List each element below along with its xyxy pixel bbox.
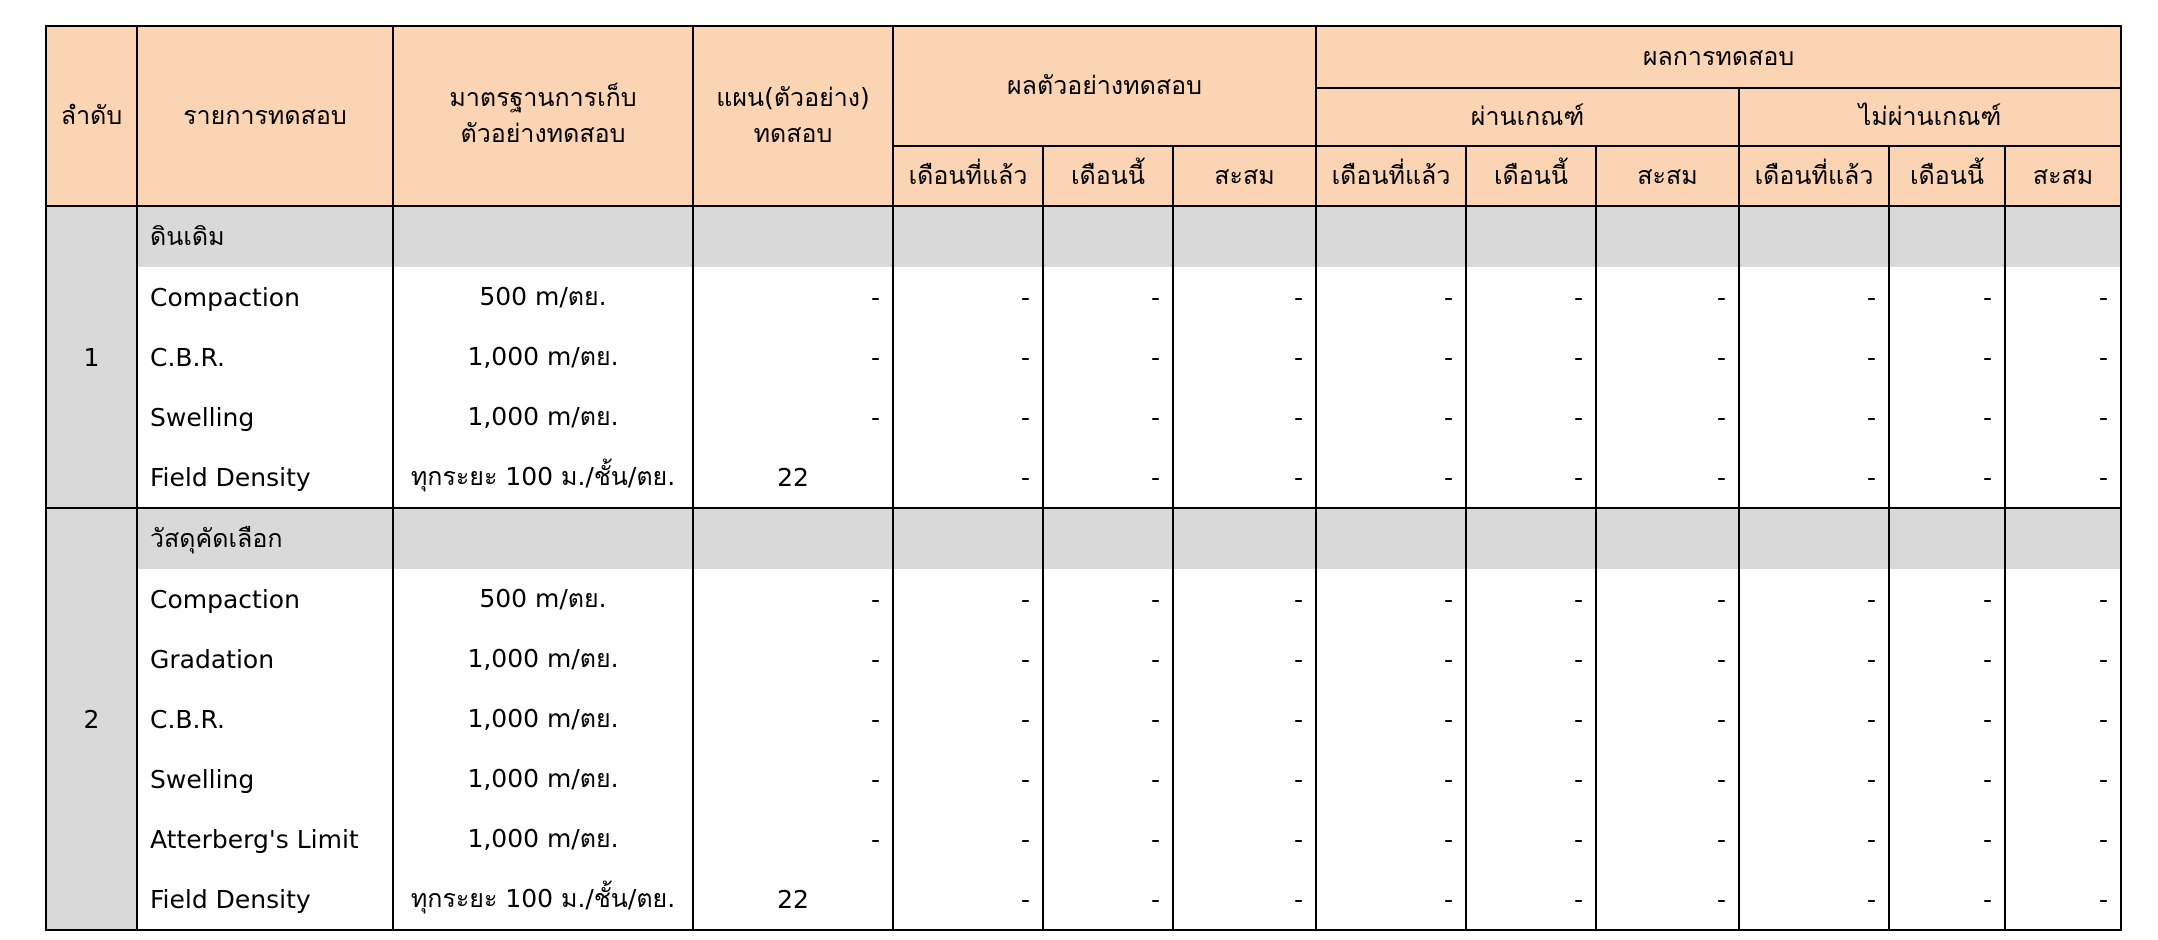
result-value: - xyxy=(1466,447,1596,508)
group-header-row xyxy=(46,508,2121,569)
table-body xyxy=(46,206,2121,930)
result-value: - xyxy=(1596,869,1739,930)
result-value: - xyxy=(2005,267,2121,327)
group-header-cell xyxy=(1173,508,1316,569)
result-value: - xyxy=(1596,689,1739,749)
group-header-row xyxy=(46,206,2121,267)
test-item: Swelling xyxy=(137,387,393,447)
result-value: - xyxy=(1739,749,1889,809)
result-value: - xyxy=(1889,569,2005,629)
result-value: - xyxy=(1596,749,1739,809)
group-header-cell xyxy=(2005,206,2121,267)
result-value: - xyxy=(1739,809,1889,869)
planned-samples: 22 xyxy=(693,869,893,930)
planned-samples: - xyxy=(693,749,893,809)
result-value: - xyxy=(1173,689,1316,749)
planned-samples: - xyxy=(693,689,893,749)
result-value: - xyxy=(1043,749,1173,809)
header-pass-last-month: เดือนที่แล้ว xyxy=(1316,146,1466,206)
sampling-standard: ทุกระยะ 100 ม./ชั้น/ตย. xyxy=(393,869,693,930)
header-fail-this-month: เดือนนี้ xyxy=(1889,146,2005,206)
group-header-cell xyxy=(1316,206,1466,267)
header-pass: ผ่านเกณฑ์ xyxy=(1316,88,1739,146)
result-value: - xyxy=(1043,267,1173,327)
result-value: - xyxy=(1316,447,1466,508)
planned-samples: - xyxy=(693,629,893,689)
group-header-cell xyxy=(693,508,893,569)
group-header-cell xyxy=(893,508,1043,569)
result-value: - xyxy=(893,327,1043,387)
result-value: - xyxy=(1316,387,1466,447)
result-value: - xyxy=(2005,327,2121,387)
result-value: - xyxy=(1173,267,1316,327)
result-value: - xyxy=(2005,809,2121,869)
result-value: - xyxy=(2005,629,2121,689)
result-value: - xyxy=(1043,327,1173,387)
test-item: Compaction xyxy=(137,267,393,327)
result-value: - xyxy=(1173,869,1316,930)
result-value: - xyxy=(1739,267,1889,327)
group-header-cell xyxy=(1466,206,1596,267)
result-value: - xyxy=(2005,869,2121,930)
table-row xyxy=(46,267,2121,327)
result-value: - xyxy=(1739,327,1889,387)
result-value: - xyxy=(1466,629,1596,689)
result-value: - xyxy=(1466,327,1596,387)
result-value: - xyxy=(1316,749,1466,809)
group-header-cell xyxy=(393,206,693,267)
header-samples: ผลตัวอย่างทดสอบ xyxy=(893,26,1316,146)
group-header-cell xyxy=(1596,508,1739,569)
sampling-standard: 500 m/ตย. xyxy=(393,569,693,629)
result-value: - xyxy=(1596,267,1739,327)
result-value: - xyxy=(1889,629,2005,689)
result-value: - xyxy=(1173,569,1316,629)
group-header-cell xyxy=(2005,508,2121,569)
result-value: - xyxy=(1466,749,1596,809)
planned-samples: - xyxy=(693,387,893,447)
header-pass-cumulative: สะสม xyxy=(1596,146,1739,206)
result-value: - xyxy=(1889,809,2005,869)
result-value: - xyxy=(893,689,1043,749)
result-value: - xyxy=(893,809,1043,869)
result-value: - xyxy=(893,749,1043,809)
test-item: Compaction xyxy=(137,569,393,629)
table-row xyxy=(46,327,2121,387)
result-value: - xyxy=(1316,689,1466,749)
result-value: - xyxy=(1043,569,1173,629)
result-value: - xyxy=(893,869,1043,930)
result-value: - xyxy=(1739,629,1889,689)
result-value: - xyxy=(1173,749,1316,809)
header-standard xyxy=(393,26,693,206)
group-header-cell xyxy=(1889,508,2005,569)
result-value: - xyxy=(1173,327,1316,387)
result-value: - xyxy=(1739,447,1889,508)
sampling-standard: 500 m/ตย. xyxy=(393,267,693,327)
table-row xyxy=(46,447,2121,508)
result-value: - xyxy=(1466,267,1596,327)
result-value: - xyxy=(1889,267,2005,327)
test-item: Atterberg's Limit xyxy=(137,809,393,869)
header-fail-last-month: เดือนที่แล้ว xyxy=(1739,146,1889,206)
header-standard-line2: ตัวอย่างทดสอบ xyxy=(460,119,626,148)
result-value: - xyxy=(893,387,1043,447)
result-value: - xyxy=(1316,327,1466,387)
table-row xyxy=(46,749,2121,809)
table-row xyxy=(46,387,2121,447)
result-value: - xyxy=(2005,447,2121,508)
table-row xyxy=(46,809,2121,869)
header-samples-last-month: เดือนที่แล้ว xyxy=(893,146,1043,206)
result-value: - xyxy=(1316,267,1466,327)
result-value: - xyxy=(1596,809,1739,869)
result-value: - xyxy=(2005,387,2121,447)
result-value: - xyxy=(1739,569,1889,629)
header-standard-line1: มาตรฐานการเก็บ xyxy=(449,83,637,112)
result-value: - xyxy=(1043,629,1173,689)
test-item: Gradation xyxy=(137,629,393,689)
planned-samples: - xyxy=(693,809,893,869)
result-value: - xyxy=(1316,629,1466,689)
group-name: ดินเดิม xyxy=(137,206,393,267)
header-pass-this-month: เดือนนี้ xyxy=(1466,146,1596,206)
result-value: - xyxy=(1739,387,1889,447)
group-header-cell xyxy=(1889,206,2005,267)
result-value: - xyxy=(1889,387,2005,447)
result-value: - xyxy=(1739,869,1889,930)
group-header-cell xyxy=(1739,206,1889,267)
result-value: - xyxy=(1889,327,2005,387)
group-header-cell xyxy=(1043,508,1173,569)
result-value: - xyxy=(893,447,1043,508)
group-header-cell xyxy=(1466,508,1596,569)
result-value: - xyxy=(1316,569,1466,629)
result-value: - xyxy=(1173,629,1316,689)
header-fail-cumulative: สะสม xyxy=(2005,146,2121,206)
result-value: - xyxy=(1889,447,2005,508)
result-value: - xyxy=(1596,327,1739,387)
result-value: - xyxy=(2005,689,2121,749)
header-plan-line1: แผน(ตัวอย่าง) xyxy=(716,83,870,112)
group-header-cell xyxy=(1173,206,1316,267)
result-value: - xyxy=(1466,809,1596,869)
table-row xyxy=(46,629,2121,689)
planned-samples: - xyxy=(693,569,893,629)
result-value: - xyxy=(1596,629,1739,689)
test-item: Swelling xyxy=(137,749,393,809)
result-value: - xyxy=(1466,387,1596,447)
header-results: ผลการทดสอบ xyxy=(1316,26,2121,88)
result-value: - xyxy=(1466,569,1596,629)
result-value: - xyxy=(2005,569,2121,629)
planned-samples: - xyxy=(693,327,893,387)
test-results-table xyxy=(45,25,2122,931)
sampling-standard: 1,000 m/ตย. xyxy=(393,689,693,749)
result-value: - xyxy=(1466,869,1596,930)
result-value: - xyxy=(1889,749,2005,809)
table-row xyxy=(46,689,2121,749)
result-value: - xyxy=(1043,447,1173,508)
group-number: 1 xyxy=(46,206,137,508)
result-value: - xyxy=(2005,749,2121,809)
planned-samples: - xyxy=(693,267,893,327)
test-item: Field Density xyxy=(137,869,393,930)
sampling-standard: ทุกระยะ 100 ม./ชั้น/ตย. xyxy=(393,447,693,508)
result-value: - xyxy=(1889,689,2005,749)
result-value: - xyxy=(1043,809,1173,869)
group-header-cell xyxy=(1316,508,1466,569)
header-samples-this-month: เดือนนี้ xyxy=(1043,146,1173,206)
result-value: - xyxy=(1173,447,1316,508)
result-value: - xyxy=(1739,689,1889,749)
result-value: - xyxy=(1596,569,1739,629)
sampling-standard: 1,000 m/ตย. xyxy=(393,809,693,869)
header-fail: ไม่ผ่านเกณฑ์ xyxy=(1739,88,2121,146)
result-value: - xyxy=(1596,447,1739,508)
group-header-cell xyxy=(893,206,1043,267)
header-plan-line2: ทดสอบ xyxy=(753,119,833,148)
result-value: - xyxy=(893,629,1043,689)
header-samples-cumulative: สะสม xyxy=(1173,146,1316,206)
group-header-cell xyxy=(1739,508,1889,569)
group-header-cell xyxy=(393,508,693,569)
sampling-standard: 1,000 m/ตย. xyxy=(393,387,693,447)
planned-samples: 22 xyxy=(693,447,893,508)
result-value: - xyxy=(893,267,1043,327)
test-item: C.B.R. xyxy=(137,689,393,749)
table-row xyxy=(46,869,2121,930)
result-value: - xyxy=(1043,689,1173,749)
sampling-standard: 1,000 m/ตย. xyxy=(393,327,693,387)
result-value: - xyxy=(1043,869,1173,930)
result-value: - xyxy=(1889,869,2005,930)
result-value: - xyxy=(1173,387,1316,447)
group-name: วัสดุคัดเลือก xyxy=(137,508,393,569)
header-no: ลำดับ xyxy=(46,26,137,206)
group-header-cell xyxy=(1596,206,1739,267)
test-item: C.B.R. xyxy=(137,327,393,387)
sampling-standard: 1,000 m/ตย. xyxy=(393,629,693,689)
table-row xyxy=(46,569,2121,629)
sampling-standard: 1,000 m/ตย. xyxy=(393,749,693,809)
result-value: - xyxy=(1043,387,1173,447)
header-plan xyxy=(693,26,893,206)
group-header-cell xyxy=(1043,206,1173,267)
result-value: - xyxy=(1466,689,1596,749)
result-value: - xyxy=(1316,809,1466,869)
result-value: - xyxy=(1173,809,1316,869)
test-item: Field Density xyxy=(137,447,393,508)
header-item: รายการทดสอบ xyxy=(137,26,393,206)
group-number: 2 xyxy=(46,508,137,930)
table-header xyxy=(46,26,2121,206)
result-value: - xyxy=(1596,387,1739,447)
result-value: - xyxy=(893,569,1043,629)
result-value: - xyxy=(1316,869,1466,930)
group-header-cell xyxy=(693,206,893,267)
